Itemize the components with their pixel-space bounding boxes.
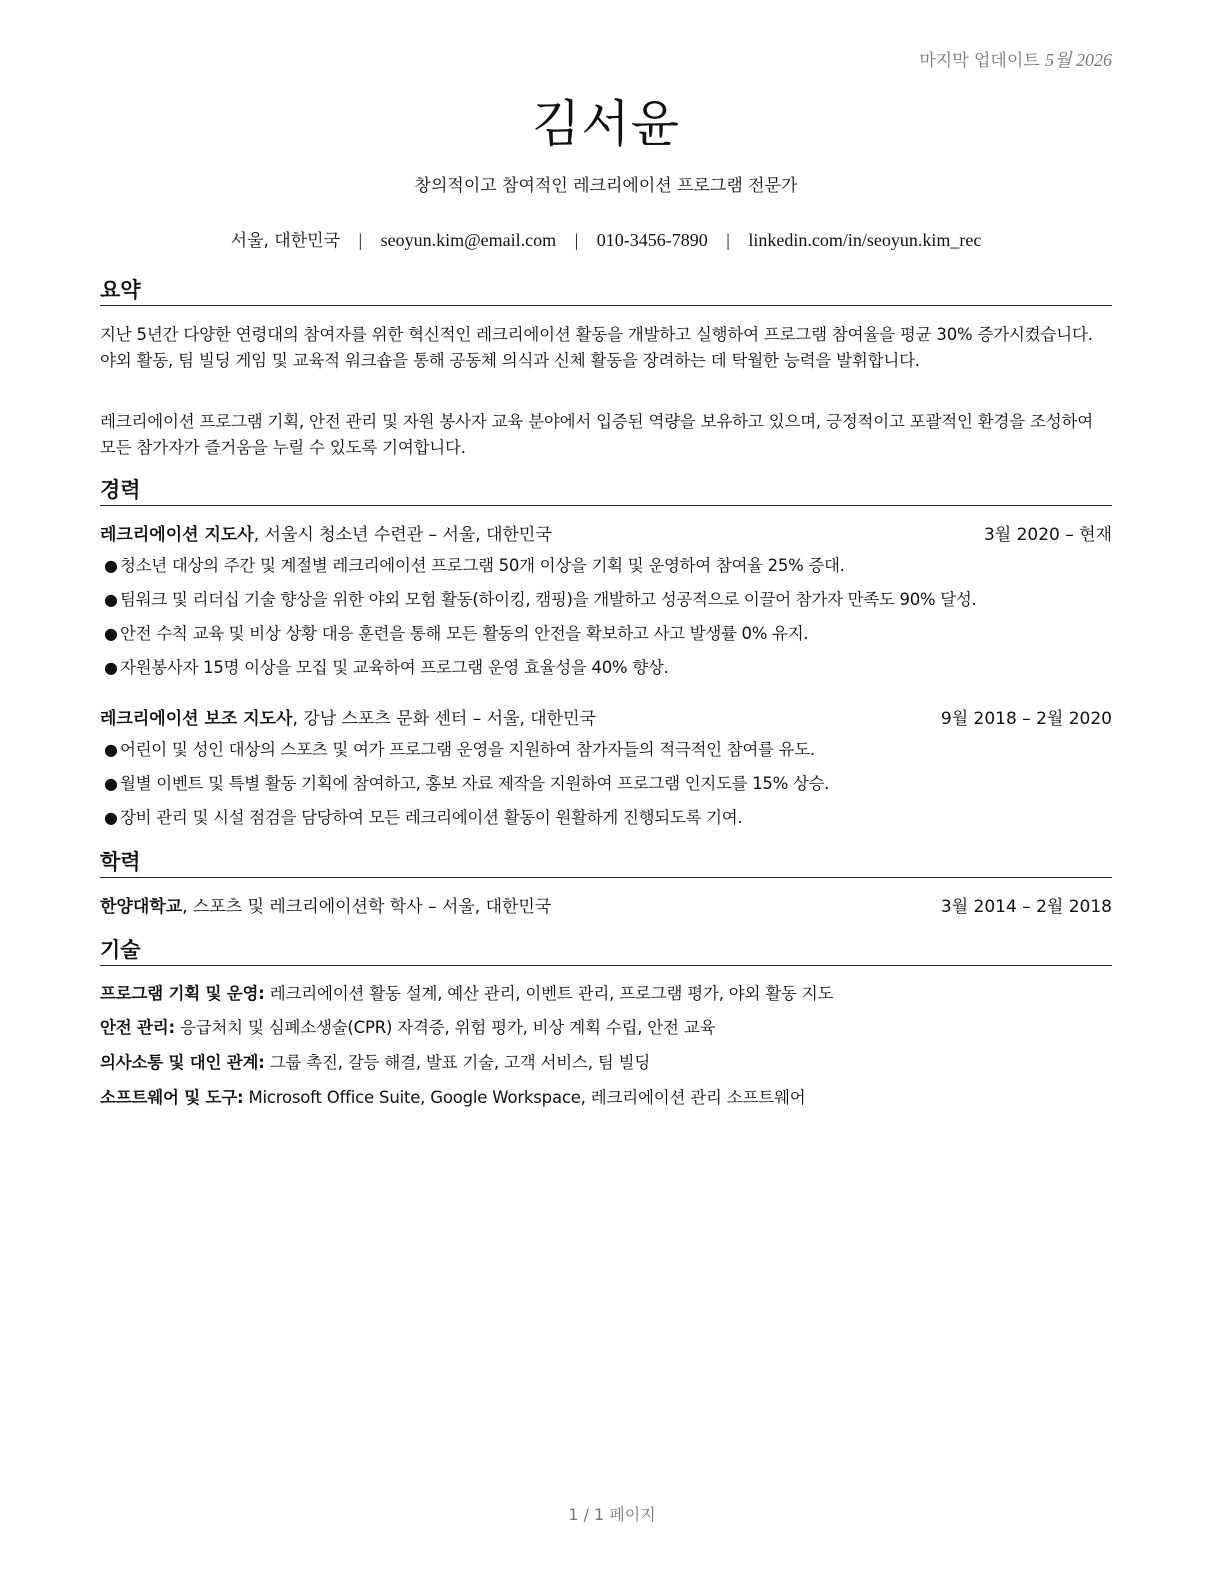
section-title-skills: 기술 (100, 937, 1112, 966)
skill-label: 프로그램 기획 및 운영: (100, 984, 265, 1003)
job-role: 레크리에이션 보조 지도사 (100, 709, 293, 729)
summary-paragraph-1: 지난 5년간 다양한 연령대의 참여자를 위한 혁신적인 레크리에이션 활동을 개발하고 실행하여 프로그램 참여율을 평균 30% 증가시켰습니다. 야외 활동, 팀 빌딩 게임 및 교육적 워크숍을 통해 공동체 의식과 신체 활동을 장려하는 데 탁월한 능력을 발휘합니다. (100, 325, 1093, 370)
skill-line (100, 1016, 1112, 1040)
section-title-education: 학력 (100, 849, 1112, 878)
bullet-icon: ● (104, 808, 118, 827)
job-dates: 3월 2020 – 현재 (983, 525, 1112, 545)
summary-paragraph-2: 레크리에이션 프로그램 기획, 안전 관리 및 자원 봉사자 교육 분야에서 입증된 역량을 보유하고 있으며, 긍정적이고 포괄적인 환경을 조성하여 모든 참가자가 즐거움을 누릴 수 있도록 기여합니다. (100, 412, 1093, 457)
job-bullet (100, 617, 1118, 651)
job-bullet-text: 장비 관리 및 시설 점검을 담당하여 모든 레크리에이션 활동이 원활하게 진행되도록 기여. (120, 808, 743, 827)
section-title-experience: 경력 (100, 477, 1112, 506)
last-updated-date: 5월 2026 (1045, 50, 1112, 70)
job-header (100, 523, 1112, 547)
contact-linkedin[interactable]: linkedin.com/in/seoyun.kim_rec (748, 230, 982, 250)
skill-label: 의사소통 및 대인 관계: (100, 1053, 265, 1072)
job-bullet (100, 733, 1118, 767)
contact-email[interactable]: seoyun.kim@email.com (380, 230, 557, 250)
contact-phone: 010-3456-7890 (596, 230, 708, 250)
candidate-tagline: 창의적이고 참여적인 레크리에이션 프로그램 전문가 (414, 176, 798, 196)
job-header (100, 707, 1112, 731)
bullet-icon: ● (104, 556, 118, 575)
skill-line (100, 1086, 1112, 1110)
bullet-icon: ● (104, 590, 118, 609)
skill-value: 레크리에이션 활동 설계, 예산 관리, 이벤트 관리, 프로그램 평가, 야외 활동 지도 (264, 984, 834, 1003)
bullet-icon: ● (104, 658, 118, 677)
job-bullets (100, 549, 1118, 685)
education-dates: 3월 2014 – 2월 2018 (940, 897, 1112, 917)
job-role: 레크리에이션 지도사 (100, 525, 254, 545)
job-bullet-text: 안전 수칙 교육 및 비상 상황 대응 훈련을 통해 모든 활동의 안전을 확보하고 사고 발생률 0% 유지. (120, 624, 809, 643)
page-indicator: 1 / 1 페이지 (568, 1505, 656, 1524)
candidate-name: 김서윤 (532, 95, 680, 153)
job-bullet-text: 자원봉사자 15명 이상을 모집 및 교육하여 프로그램 운영 효율성을 40% 향상. (120, 658, 669, 677)
contact-separator: | (358, 230, 363, 250)
education-degree: , 스포츠 및 레크리에이션학 학사 – 서울, 대한민국 (182, 897, 552, 917)
job-org: , 서울시 청소년 수련관 – 서울, 대한민국 (253, 525, 552, 545)
job-dates: 9월 2018 – 2월 2020 (940, 709, 1112, 729)
contact-location: 서울, 대한민국 (230, 231, 340, 251)
skill-value: Microsoft Office Suite, Google Workspace, 레크리에이션 관리 소프트웨어 (243, 1088, 806, 1107)
bullet-icon: ● (104, 624, 118, 643)
skill-line (100, 982, 1112, 1006)
section-title-summary: 요약 (100, 277, 1112, 306)
job-bullet (100, 583, 1118, 617)
last-updated (919, 46, 1112, 72)
job-bullet-text: 어린이 및 성인 대상의 스포츠 및 여가 프로그램 운영을 지원하여 참가자들의 적극적인 참여를 유도. (120, 740, 815, 759)
resume-page (100, 0, 1112, 1584)
skill-line (100, 1051, 1112, 1075)
job-org: , 강남 스포츠 문화 센터 – 서울, 대한민국 (292, 709, 596, 729)
job-bullet-text: 청소년 대상의 주간 및 계절별 레크리에이션 프로그램 50개 이상을 기획 및 운영하여 참여율 25% 증대. (120, 556, 845, 575)
skill-value: 응급처치 및 심폐소생술(CPR) 자격증, 위험 평가, 비상 계획 수립, 안전 교육 (174, 1018, 716, 1037)
skill-label: 소프트웨어 및 도구: (100, 1088, 244, 1107)
contact-separator: | (726, 230, 730, 250)
last-updated-label: 마지막 업데이트 (919, 51, 1040, 71)
contact-line (100, 226, 1112, 251)
skill-label: 안전 관리: (100, 1018, 175, 1037)
bullet-icon: ● (104, 740, 118, 759)
job-bullet (100, 651, 1118, 685)
education-entry (100, 895, 1112, 919)
skill-value: 그룹 촉진, 갈등 해결, 발표 기술, 고객 서비스, 팀 빌딩 (264, 1053, 651, 1072)
contact-separator: | (574, 230, 579, 250)
job-bullet (100, 801, 1118, 835)
education-school: 한양대학교 (100, 897, 183, 917)
job-bullet-text: 팀워크 및 리더십 기술 향상을 위한 야외 모험 활동(하이킹, 캠핑)을 개발하고 성공적으로 이끌어 참가자 만족도 90% 달성. (120, 590, 977, 609)
job-bullets (100, 733, 1118, 835)
job-bullet-text: 월별 이벤트 및 특별 활동 기획에 참여하고, 홍보 자료 제작을 지원하여 프로그램 인지도를 15% 상승. (120, 774, 830, 793)
job-bullet (100, 767, 1118, 801)
bullet-icon: ● (104, 774, 118, 793)
job-bullet (100, 549, 1118, 583)
